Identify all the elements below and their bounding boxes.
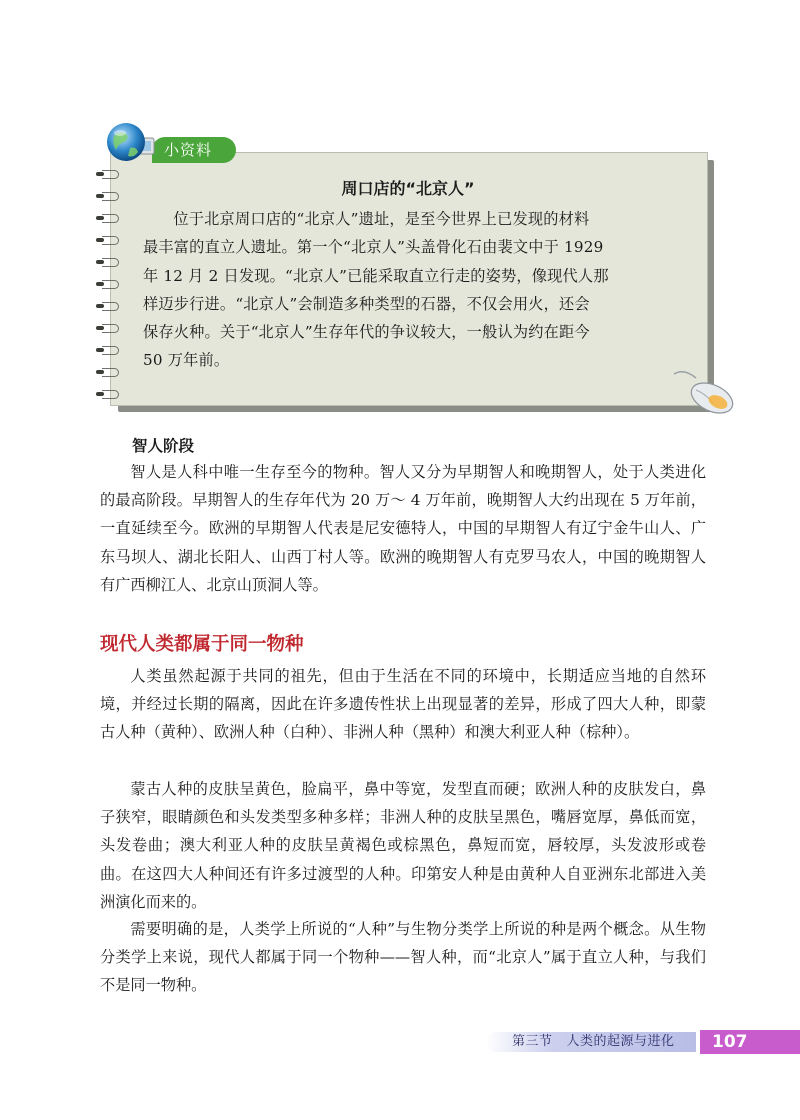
note-line: 50 万年前。	[143, 351, 230, 370]
binding-ring	[92, 368, 118, 376]
binding-ring	[92, 390, 118, 398]
note-title: 周口店的“北京人”	[341, 179, 475, 198]
body-paragraph: 智人是人科中唯一生存至今的物种。智人又分为早期智人和晚期智人，处于人类进化的最高阶段。早期智人的生存年代为 20 万～ 4 万年前，晚期智人大约出现在 5 万年前，一直延续至今。欧洲的早期智人代表是尼安德特人，中国的早期智人有辽宁金牛山人、广东马坝人、湖北长阳人、山西丁村人等。欧洲的晚期智人有克罗马农人，中国的晚期智人有广西柳江人、北京山顶洞人等。	[100, 463, 706, 594]
body-paragraph: 蒙古人种的皮肤呈黄色，脸扁平，鼻中等宽，发型直而硬；欧洲人种的皮肤发白，鼻子狭窄，眼睛颜色和头发类型多种多样；非洲人种的皮肤呈黑色，嘴唇宽厚，鼻低而宽，头发卷曲；澳大利亚人种的皮肤呈黄褐色或棕黑色，鼻短而宽，唇较厚，头发波形或卷曲。在这四大人种间还有许多过渡型的人种。印第安人种是由黄种人自亚洲东北部进入美洲演化而来的。	[100, 780, 706, 911]
note-line: 保存火种。关于“北京人”生存年代的争议较大，一般认为约在距今	[143, 323, 590, 342]
running-footer	[512, 1033, 689, 1051]
page-number: 107	[700, 1030, 800, 1054]
spiral-binding	[92, 170, 122, 410]
note-line: 年 12 月 2 日发现。“北京人”已能采取直立行走的姿势，像现代人那	[143, 266, 609, 285]
globe-icon	[104, 118, 156, 170]
note-line: 样迈步行进。“北京人”会制造多种类型的石器，不仅会用火，还会	[143, 294, 590, 313]
binding-ring	[92, 258, 118, 266]
binding-ring	[92, 324, 118, 332]
computer-mouse-icon	[672, 368, 736, 416]
binding-ring	[92, 280, 118, 288]
body-paragraph: 需要明确的是，人类学上所说的“人种”与生物分类学上所说的种是两个概念。从生物分类学上来说，现代人都属于同一个物种——智人种，而“北京人”属于直立人种，与我们不是同一物种。	[100, 920, 706, 995]
note-body	[143, 205, 679, 375]
binding-ring	[92, 302, 118, 310]
section-title: 现代人类都属于同一物种	[100, 634, 304, 655]
note-line: 最丰富的直立人遗址。第一个“北京人”头盖骨化石由裴文中于 1929	[143, 238, 604, 257]
note-badge: 小资料	[152, 137, 236, 163]
binding-ring	[92, 236, 118, 244]
note-line: 位于北京周口店的“北京人”遗址，是至今世界上已发现的材料	[173, 210, 590, 228]
body-paragraph: 人类虽然起源于共同的祖先，但由于生活在不同的环境中，长期适应当地的自然环境，并经过长期的隔离，因此在许多遗传性状上出现显著的差异，形成了四大人种，即蒙古人种（黄种）、欧洲人种（白种）、非洲人种（黑种）和澳大利亚人种（棕种）。	[100, 667, 706, 742]
binding-ring	[92, 214, 118, 222]
footer-chapter-title: 人类的起源与进化	[566, 1034, 675, 1049]
binding-ring	[92, 346, 118, 354]
footer-section-label: 第三节	[512, 1034, 553, 1049]
subsection-heading: 智人阶段	[132, 437, 195, 455]
